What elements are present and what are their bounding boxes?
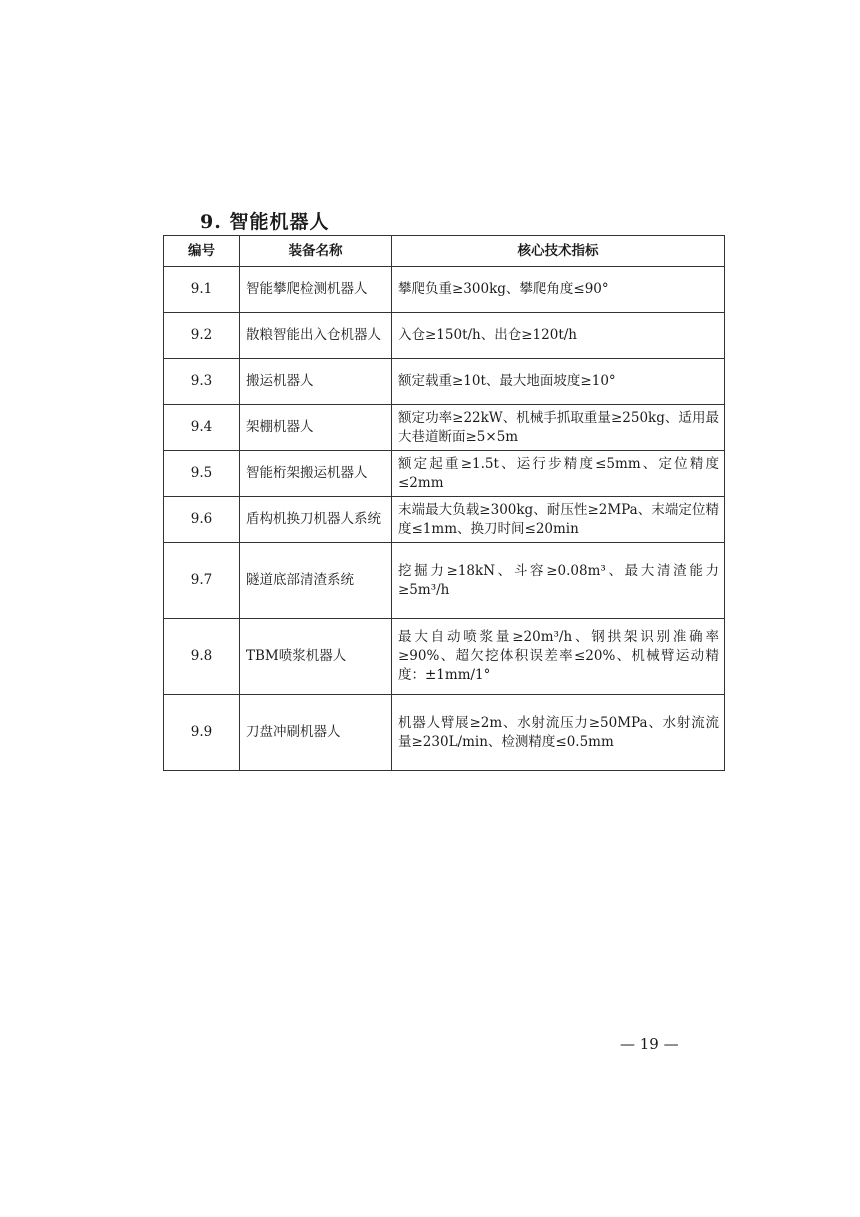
row-name: 智能攀爬检测机器人: [240, 267, 392, 313]
header-name: 装备名称: [240, 236, 392, 267]
row-name: 盾构机换刀机器人系统: [240, 497, 392, 543]
table-row: [164, 451, 725, 497]
row-spec: 末端最大负载≥300kg、耐压性≥2MPa、末端定位精度≤1mm、换刀时间≤20min: [392, 497, 725, 543]
header-spec: 核心技术指标: [392, 236, 725, 267]
row-spec: 入仓≥150t/h、出仓≥120t/h: [392, 313, 725, 359]
row-no: 9.8: [164, 619, 240, 695]
row-name: 搬运机器人: [240, 359, 392, 405]
row-name: 散粮智能出入仓机器人: [240, 313, 392, 359]
row-no: 9.6: [164, 497, 240, 543]
equipment-spec-table: [163, 235, 725, 771]
row-spec: 挖掘力≥18kN、斗容≥0.08m³、最大清渣能力≥5m³/h: [392, 543, 725, 619]
row-spec: 额定功率≥22kW、机械手抓取重量≥250kg、适用最大巷道断面≥5×5m: [392, 405, 725, 451]
row-no: 9.9: [164, 695, 240, 771]
row-spec: 攀爬负重≥300kg、攀爬角度≤90°: [392, 267, 725, 313]
table-row: [164, 405, 725, 451]
table-row: [164, 313, 725, 359]
row-no: 9.4: [164, 405, 240, 451]
row-spec: 额定起重≥1.5t、运行步精度≤5mm、定位精度≤2mm: [392, 451, 725, 497]
row-spec: 最大自动喷浆量≥20m³/h、钢拱架识别准确率≥90%、超欠挖体积误差率≤20%、机械臂运动精度：±1mm/1°: [392, 619, 725, 695]
header-no: 编号: [164, 236, 240, 267]
row-name: 架棚机器人: [240, 405, 392, 451]
row-no: 9.3: [164, 359, 240, 405]
row-name: 隧道底部清渣系统: [240, 543, 392, 619]
row-no: 9.2: [164, 313, 240, 359]
row-no: 9.1: [164, 267, 240, 313]
table-row: [164, 543, 725, 619]
table-row: [164, 619, 725, 695]
table-header-row: [164, 236, 725, 267]
table-row: [164, 267, 725, 313]
table-row: [164, 695, 725, 771]
row-name: TBM喷浆机器人: [240, 619, 392, 695]
row-no: 9.5: [164, 451, 240, 497]
table-row: [164, 497, 725, 543]
row-spec: 机器人臂展≥2m、水射流压力≥50MPa、水射流流量≥230L/min、检测精度≤0.5mm: [392, 695, 725, 771]
row-name: 刀盘冲刷机器人: [240, 695, 392, 771]
section-title: 9. 智能机器人: [200, 211, 330, 233]
row-no: 9.7: [164, 543, 240, 619]
row-name: 智能桁架搬运机器人: [240, 451, 392, 497]
row-spec: 额定载重≥10t、最大地面坡度≥10°: [392, 359, 725, 405]
table-row: [164, 359, 725, 405]
page-number: — 19 —: [620, 1035, 679, 1053]
